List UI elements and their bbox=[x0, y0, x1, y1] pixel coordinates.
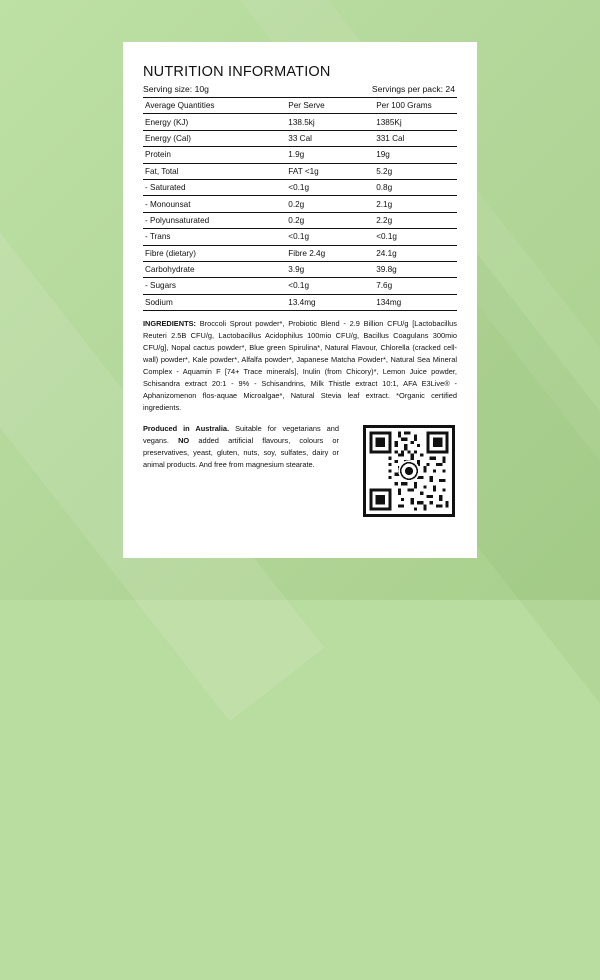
ingredients-body: Broccoli Sprout powder*, Probiotic Blend - 2.9 Billion CFU/g [Lactobacillus Reuteri 2.5B CFU/g, Lactobacillus Acidophilus 100mio CFU/g, Bacillus Coagulans 300mio CFU/g], Nopal cactus powder*, Blue green Spirulina*, Natural Flavour, Chlorella (cracked cell-wall) powder*, Kale powder*, Alfalfa powder*, Japanese Matcha Powder*, Natural Sea Mineral Complex - Aquamin F [74+ Trace minerals], Inulin (from Chicory)*, Lemon Juice powder, Schisandra extract 20:1 - 9% - Schisandrins, Milk Thistle extract 10:1, AFA E3Live® - Aphanizomenon flos-aquae Microalgae*, Natural Stevia leaf extract. *Organic certified ingredients. bbox=[143, 319, 457, 412]
column-header-per-100g: Per 100 Grams bbox=[372, 98, 457, 114]
row-label: Fibre (dietary) bbox=[143, 245, 284, 261]
table-row bbox=[143, 261, 457, 277]
table-row bbox=[143, 147, 457, 163]
row-label: - Polyunsaturated bbox=[143, 212, 284, 228]
row-per-100g: 7.6g bbox=[372, 278, 457, 294]
origin-and-qr-section bbox=[143, 423, 457, 519]
origin-body-continued: added artificial flavours, colours or preservatives, yeast, gluten, nuts, soy, sulfates, dairy or animal products. And free from magnesium stearate. bbox=[143, 435, 339, 469]
no-emphasis: NO bbox=[178, 435, 190, 445]
row-per-100g: 24.1g bbox=[372, 245, 457, 261]
page-title: NUTRITION INFORMATION bbox=[143, 64, 331, 80]
row-per-serve: <0.1g bbox=[284, 278, 372, 294]
table-row bbox=[143, 294, 457, 310]
row-per-serve: 0.2g bbox=[284, 196, 372, 212]
column-header-quantities: Average Quantities bbox=[143, 98, 284, 114]
row-per-serve: Fibre 2.4g bbox=[284, 245, 372, 261]
ingredients-paragraph bbox=[143, 318, 457, 414]
nutrition-table bbox=[143, 97, 457, 311]
origin-paragraph bbox=[143, 423, 339, 471]
table-row bbox=[143, 163, 457, 179]
origin-body: Suitable for vegetarians and vegans. bbox=[143, 423, 339, 445]
row-label: Energy (KJ) bbox=[143, 114, 284, 130]
row-label: - Saturated bbox=[143, 179, 284, 195]
row-label: Protein bbox=[143, 147, 284, 163]
row-per-serve: 0.2g bbox=[284, 212, 372, 228]
row-per-serve: FAT <1g bbox=[284, 163, 372, 179]
table-row bbox=[143, 229, 457, 245]
row-per-serve: 13.4mg bbox=[284, 294, 372, 310]
origin-prefix: Produced in Australia. bbox=[143, 423, 230, 433]
row-label: - Monounsat bbox=[143, 196, 284, 212]
row-per-100g: 134mg bbox=[372, 294, 457, 310]
row-label: - Trans bbox=[143, 229, 284, 245]
row-per-serve: 1.9g bbox=[284, 147, 372, 163]
row-per-serve: 3.9g bbox=[284, 261, 372, 277]
row-per-serve: 138.5kj bbox=[284, 114, 372, 130]
table-row bbox=[143, 212, 457, 228]
row-label: Fat, Total bbox=[143, 163, 284, 179]
row-per-100g: 2.2g bbox=[372, 212, 457, 228]
row-label: Carbohydrate bbox=[143, 261, 284, 277]
column-header-per-serve: Per Serve bbox=[284, 98, 372, 114]
serving-size-label: Serving size: 10g bbox=[143, 84, 209, 94]
row-per-100g: 0.8g bbox=[372, 179, 457, 195]
row-per-100g: 2.1g bbox=[372, 196, 457, 212]
row-label: Sodium bbox=[143, 294, 284, 310]
row-per-100g: <0.1g bbox=[372, 229, 457, 245]
serving-info-row bbox=[143, 84, 457, 97]
nutrition-label-panel bbox=[123, 42, 477, 558]
table-row bbox=[143, 179, 457, 195]
row-per-100g: 39.8g bbox=[372, 261, 457, 277]
row-label: - Sugars bbox=[143, 278, 284, 294]
table-row bbox=[143, 278, 457, 294]
table-row bbox=[143, 245, 457, 261]
servings-per-pack-label: Servings per pack: 24 bbox=[371, 84, 455, 94]
row-label: Energy (Cal) bbox=[143, 130, 284, 146]
row-per-serve: <0.1g bbox=[284, 229, 372, 245]
row-per-100g: 1385Kj bbox=[372, 114, 457, 130]
table-row bbox=[143, 114, 457, 130]
row-per-serve: 33 Cal bbox=[284, 130, 372, 146]
ingredients-heading: INGREDIENTS: bbox=[143, 319, 196, 329]
qr-code[interactable] bbox=[363, 425, 455, 517]
row-per-100g: 331 Cal bbox=[372, 130, 457, 146]
row-per-100g: 5.2g bbox=[372, 163, 457, 179]
table-row bbox=[143, 130, 457, 146]
row-per-100g: 19g bbox=[372, 147, 457, 163]
table-row bbox=[143, 196, 457, 212]
row-per-serve: <0.1g bbox=[284, 179, 372, 195]
table-header-row bbox=[143, 98, 457, 114]
